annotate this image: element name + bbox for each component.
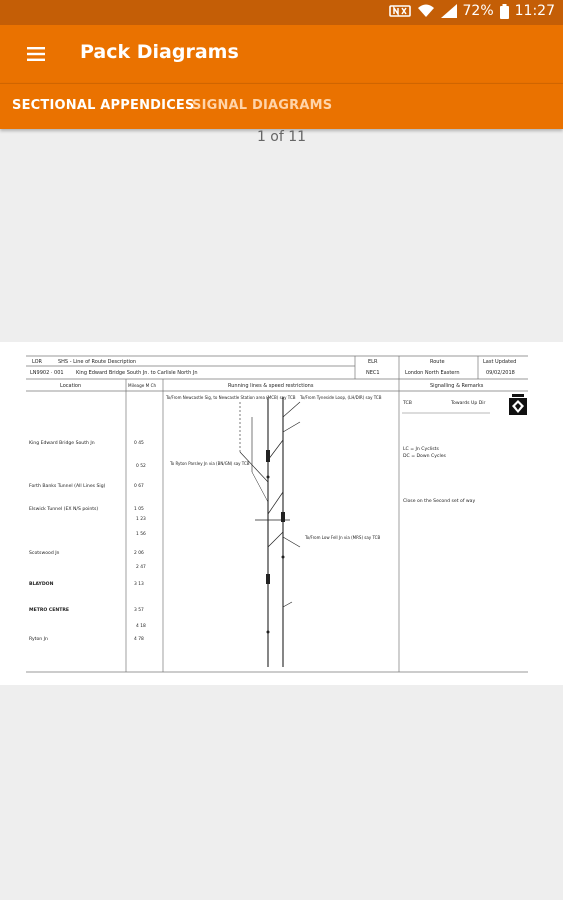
location-name: Scotswood Jn [29,551,60,556]
location-name: Ryton Jn [29,637,48,642]
mileage-value: 0 52 [136,464,146,469]
route-note: To/From Tyneside Loop, (LH/DIR) say TCB [300,395,382,400]
battery-icon [500,4,509,19]
column-mileage: Mileage M Ch [128,383,157,388]
last-updated-label: Last Updated [483,359,517,365]
signal-icon [441,4,457,18]
mileage-value: 1 05 [134,507,144,512]
location-name: METRO CENTRE [29,608,70,613]
mileage-value: 0 67 [134,484,144,489]
mileage-value: 3 13 [134,582,144,587]
wifi-icon [417,4,435,18]
mileage-value: 1 23 [136,517,146,522]
mileage-value: 4 78 [134,637,144,642]
tab-sectional-appendices[interactable]: SECTIONAL APPENDICES [12,98,195,113]
tab-bar [0,83,563,129]
mileage-value: 0 45 [134,441,144,446]
location-name: Elswick Tunnel (EX N/S points) [29,507,99,512]
page-indicator: 1 of 11 [256,129,307,145]
route-code: LN9902 · 001 [30,370,64,376]
loc-code: LOR [32,359,43,365]
mileage-value: 2 06 [134,551,144,556]
route-note: To Ryton Parsley Jn via (BN/GN) say TCB [170,461,250,466]
header-description: SHS - Line of Route Description [58,359,137,365]
location-name: BLAYDON [29,582,54,587]
route-label: Route [430,359,445,365]
last-updated-value: 09/02/2018 [486,370,515,376]
mileage-value: 4 18 [136,624,146,629]
nfc-icon [389,4,411,18]
battery-percentage: 72% [462,3,494,19]
location-name: King Edward Bridge South Jn [29,441,95,446]
clock: 11:27 [514,3,555,19]
route-value: London North Eastern [405,370,460,376]
mileage-value: 1 56 [136,532,146,537]
status-icons [389,3,555,19]
elr-value: NEC1 [366,370,380,376]
route-note: To/From Newcastle Sig, to Newcastle Station area (MCB) say TCB [166,395,296,400]
remark-tcb: TCB [403,401,412,406]
remark-line: DC = Down Cycles [403,454,446,459]
location-name: Forth Banks Tunnel (All Lines Sig) [29,484,106,489]
column-signalling: Signalling & Remarks [430,383,484,389]
status-bar [0,0,563,25]
remark-line: LC = Jn Cyclists [403,447,439,452]
elr-label: ELR [368,359,378,365]
mileage-value: 2 47 [136,565,146,570]
route-note: To/From Low Fell Jn via (MRS) say TCB [305,535,381,540]
app-bar [0,25,563,83]
app-title: Pack Diagrams [80,41,239,63]
remark-line: Close on the Second set of way [403,499,476,504]
tab-signal-diagrams[interactable]: SIGNAL DIAGRAMS [192,98,333,113]
document-page[interactable] [0,342,563,685]
route-name: King Edward Bridge South Jn. to Carlisle North Jn [76,370,198,376]
document-diagram [0,342,563,685]
mileage-value: 3 57 [134,608,144,613]
compass-icon [508,394,528,416]
column-running-lines: Running lines & speed restrictions [228,383,314,389]
hamburger-menu-icon[interactable] [22,40,50,68]
direction-label: Towards Up Dir [451,401,486,406]
column-location: Location [60,383,82,389]
